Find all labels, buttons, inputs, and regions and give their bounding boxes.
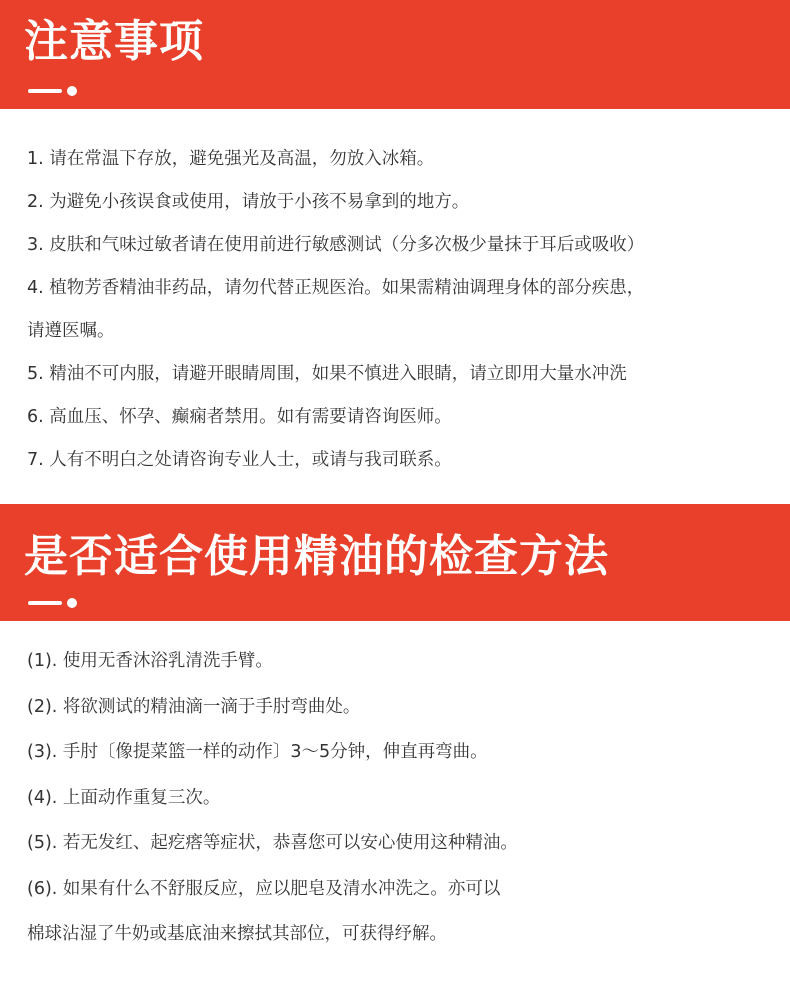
test-step-3: (3). 手肘〔像提菜篮一样的动作〕3～5分钟，伸直再弯曲。 [27, 742, 488, 762]
precaution-line-2: 2. 为避免小孩误食或使用，请放于小孩不易拿到的地方。 [27, 192, 470, 212]
test-step-1: (1). 使用无香沐浴乳清洗手臂。 [27, 651, 273, 671]
test-step-6-continued: 棉球沾湿了牛奶或基底油来擦拭其部位，可获得纾解。 [27, 924, 447, 944]
precaution-line-3: 3. 皮肤和气味过敏者请在使用前进行敏感测试（分多次极少量抹于耳后或吸收） [27, 235, 645, 255]
decoration-dot [67, 598, 77, 608]
section-1-title: 注意事项 [24, 16, 204, 67]
test-step-5: (5). 若无发红、起疙瘩等症状，恭喜您可以安心使用这种精油。 [27, 833, 518, 853]
precautions-list [27, 144, 644, 488]
test-step-6: (6). 如果有什么不舒服反应，应以肥皂及清水冲洗之。亦可以 [27, 878, 501, 899]
test-step-4: (4). 上面动作重复三次。 [27, 787, 221, 808]
precaution-line-1: 1. 请在常温下存放，避免强光及高温，勿放入冰箱。 [27, 149, 435, 169]
precaution-line-7: 7. 人有不明白之处请咨询专业人士，或请与我司联系。 [27, 450, 452, 470]
decoration-line [28, 89, 62, 93]
precaution-line-5: 5. 精油不可内服，请避开眼睛周围，如果不慎进入眼睛，请立即用大量水冲洗 [27, 364, 627, 384]
section-2-title: 是否适合使用精油的检查方法 [24, 531, 609, 582]
test-method-list [27, 645, 518, 964]
precaution-line-4: 4. 植物芳香精油非药品，请勿代替正规医治。如果需精油调理身体的部分疾患， [27, 278, 645, 298]
decoration-dot [67, 86, 77, 96]
decoration-line [28, 601, 62, 605]
section-2-header [0, 504, 790, 621]
precaution-line-4-continued: 请遵医嘱。 [27, 321, 115, 341]
section-1-header [0, 0, 790, 109]
test-step-2: (2). 将欲测试的精油滴一滴于手肘弯曲处。 [27, 696, 361, 717]
precaution-line-6: 6. 高血压、怀孕、癫痫者禁用。如有需要请咨询医师。 [27, 407, 452, 427]
